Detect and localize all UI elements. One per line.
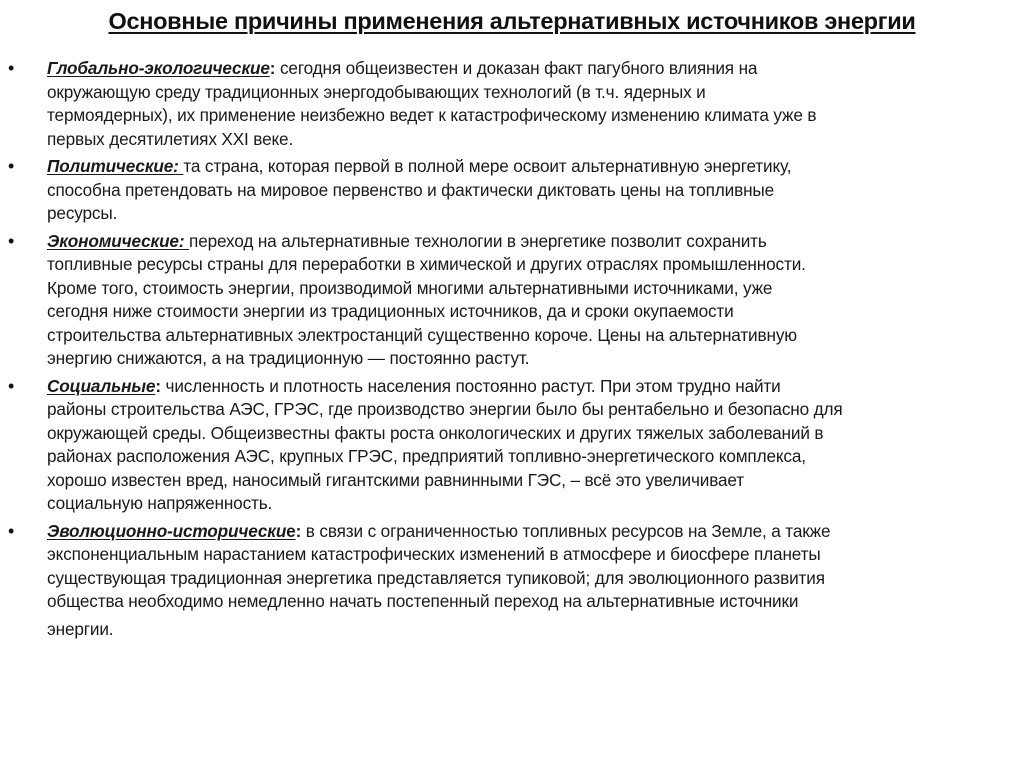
list-item-economic bbox=[0, 230, 1024, 371]
item-text: сегодня общеизвестен и доказан факт пагубного влияния на bbox=[275, 58, 758, 78]
item-colon: : bbox=[173, 156, 184, 176]
bullet-icon: • bbox=[8, 230, 15, 251]
list-item-evolutionary-historical bbox=[0, 520, 1024, 642]
item-heading-text: Эволюционно-исторически bbox=[47, 520, 287, 541]
item-line: экспоненциальным нарастанием катастрофических изменений в атмосфере и биосфере планеты bbox=[47, 544, 821, 564]
item-line bbox=[47, 375, 1024, 399]
list-item-social bbox=[0, 375, 1024, 516]
list-item-political bbox=[0, 155, 1024, 226]
item-line: сегодня ниже стоимости энергии из традиционных источников, да и сроки окупаемости bbox=[47, 301, 734, 321]
item-line: энергии. bbox=[47, 618, 114, 639]
item-text: переход на альтернативные технологии в энергетике позволит сохранить bbox=[189, 230, 767, 251]
item-text: численность и плотность населения постоянно растут. При этом трудно найти bbox=[160, 375, 781, 396]
list-item-global-ecological bbox=[0, 57, 1024, 151]
item-line: общества необходимо немедленно начать постепенный переход на альтернативные источники bbox=[47, 591, 799, 611]
item-colon: : bbox=[155, 375, 161, 396]
bullet-icon: • bbox=[8, 520, 15, 541]
item-line: ресурсы. bbox=[47, 203, 118, 223]
item-heading bbox=[47, 521, 296, 541]
item-line: существующая традиционная энергетика представляется тупиковой; для эволюционного развития bbox=[47, 567, 825, 588]
item-heading bbox=[47, 156, 183, 176]
item-line: строительства альтернативных электростанций существенно короче. Цены на альтернативную bbox=[47, 324, 798, 345]
item-line: энергию снижаются, а на традиционную — постоянно растут. bbox=[47, 348, 530, 368]
bullet-icon: • bbox=[8, 375, 15, 396]
item-colon: : bbox=[269, 58, 276, 78]
item-heading: Социальные bbox=[47, 375, 156, 396]
item-line: окружающую среду традиционных энергодобывающих технологий (в т.ч. ядерных и bbox=[47, 81, 706, 102]
item-line: первых десятилетиях XXI веке. bbox=[47, 128, 294, 149]
item-colon: : bbox=[178, 230, 190, 251]
item-heading-text: Экономические bbox=[47, 230, 179, 251]
item-line bbox=[47, 230, 1024, 254]
reasons-list bbox=[0, 57, 1024, 645]
item-line: топливные ресурсы страны для переработки в химической и других отраслях промышленности. bbox=[47, 254, 806, 274]
slide-title: Основные причины применения альтернативных источников энергии bbox=[108, 8, 916, 34]
item-line: термоядерных), их применение неизбежно ведет к катастрофическому изменению климата уже в bbox=[47, 105, 817, 125]
bullet-icon: • bbox=[8, 58, 15, 78]
item-heading-text: Политические bbox=[47, 156, 174, 176]
item-text: в связи с ограниченностью топливных ресурсов на Земле, а также bbox=[301, 520, 831, 541]
item-line: районы строительства АЭС, ГРЭС, где производство энергии было бы рентабельно и безопасно для bbox=[47, 399, 843, 419]
item-heading-tail: е bbox=[286, 520, 296, 541]
item-line bbox=[47, 520, 1024, 544]
item-line: окружающей среды. Общеизвестны факты роста онкологических и других тяжелых заболеваний в bbox=[47, 422, 824, 443]
item-line: социальную напряженность. bbox=[47, 493, 273, 513]
item-colon: : bbox=[295, 520, 302, 541]
item-text: та страна, которая первой в полной мере освоит альтернативную энергетику, bbox=[183, 156, 792, 176]
item-line bbox=[47, 57, 1024, 81]
item-line: способна претендовать на мировое первенство и фактически диктовать цены на топливные bbox=[47, 179, 775, 200]
item-line: районах расположения АЭС, крупных ГРЭС, предприятий топливно-энергетического комплекса, bbox=[47, 446, 806, 466]
item-line: хорошо известен вред, наносимый гигантскими равнинными ГЭС, – всё это увеличивает bbox=[47, 469, 744, 490]
item-heading bbox=[47, 231, 189, 251]
item-line bbox=[47, 155, 1024, 179]
item-line: Кроме того, стоимость энергии, производимой многими альтернативными источниками, уже bbox=[47, 277, 773, 298]
bullet-icon: • bbox=[8, 156, 15, 176]
item-heading: Глобально-экологические bbox=[47, 58, 270, 78]
